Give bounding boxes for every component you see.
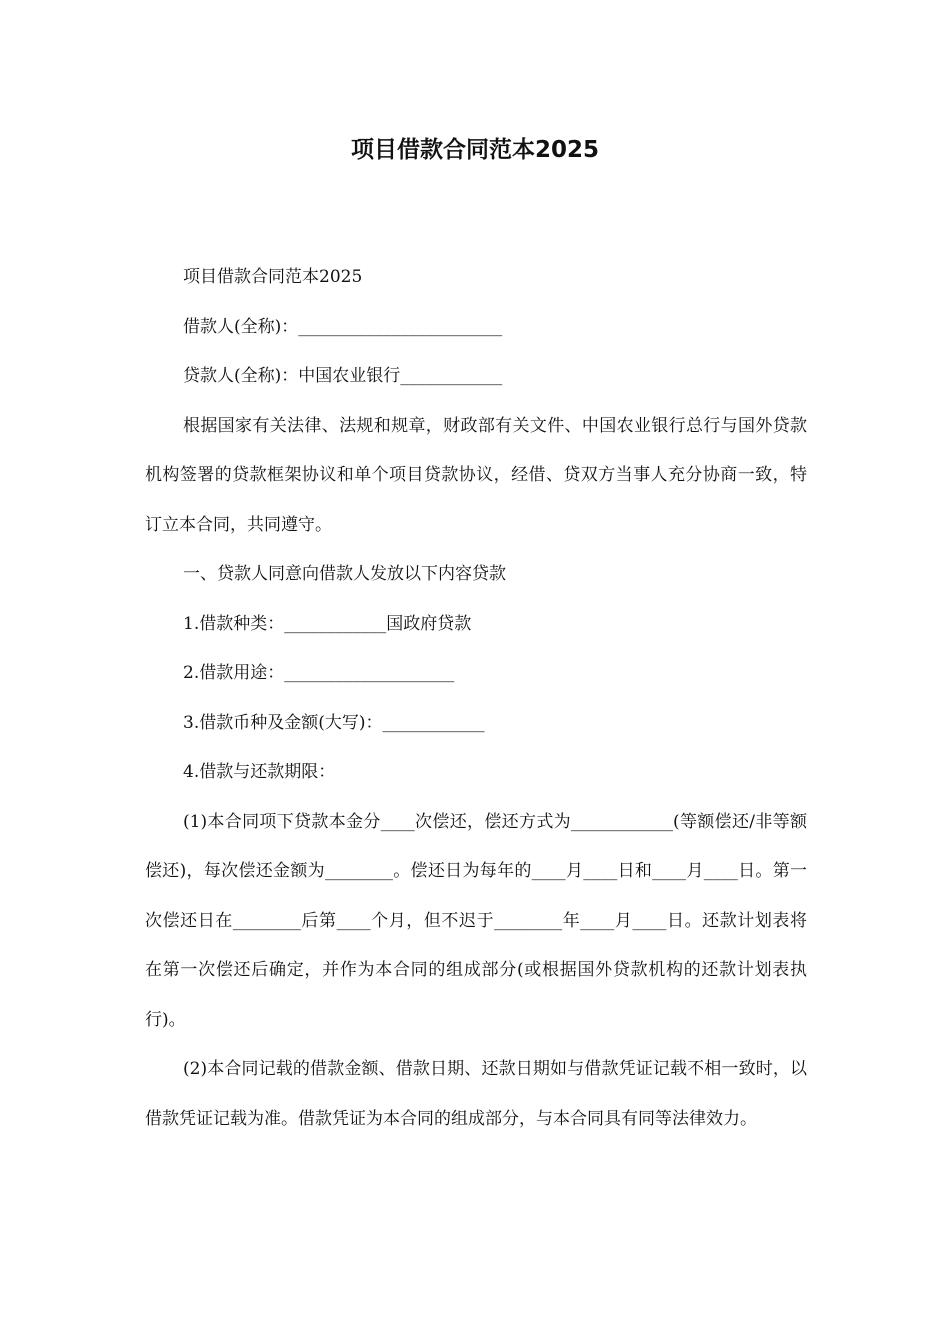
- section-heading-1: 一、贷款人同意向借款人发放以下内容贷款: [183, 564, 506, 584]
- clause-loan-purpose: 2.借款用途：____________________: [183, 663, 455, 683]
- clause-repayment-schedule: (1)本合同项下贷款本金分____次偿还，偿还方式为____________(等额偿还/非等额偿还)，每次偿还金额为________。偿还日为每年的____月____日和____月____日。第一次偿还日在________后第____个月，但不迟于________年____月____日。还款计划表将在第一次偿还后确定，并作为本合同的组成部分(或根据国外贷款机构的还款计划表执行)。: [145, 811, 807, 1030]
- clause-loan-currency-amount: 3.借款币种及金额(大写)：____________: [183, 712, 485, 733]
- document-body: [145, 253, 807, 1144]
- clause-loan-type: 1.借款种类：____________国政府贷款: [183, 613, 472, 634]
- document-title: 项目借款合同范本2025: [350, 137, 599, 163]
- paragraph-lender: 贷款人(全称)：中国农业银行____________: [183, 366, 503, 386]
- paragraph-borrower: 借款人(全称)：________________________: [183, 316, 503, 337]
- clause-loan-voucher: (2)本合同记载的借款金额、借款日期、还款日期如与借款凭证记载不相一致时，以借款凭证记载为准。借款凭证为本合同的组成部分，与本合同具有同等法律效力。: [145, 1059, 807, 1129]
- paragraph-heading: 项目借款合同范本2025: [183, 267, 363, 287]
- clause-loan-term: 4.借款与还款期限：: [183, 762, 336, 782]
- paragraph-preamble: 根据国家有关法律、法规和规章，财政部有关文件、中国农业银行总行与国外贷款机构签署的贷款框架协议和单个项目贷款协议，经借、贷双方当事人充分协商一致，特订立本合同，共同遵守。: [145, 415, 807, 535]
